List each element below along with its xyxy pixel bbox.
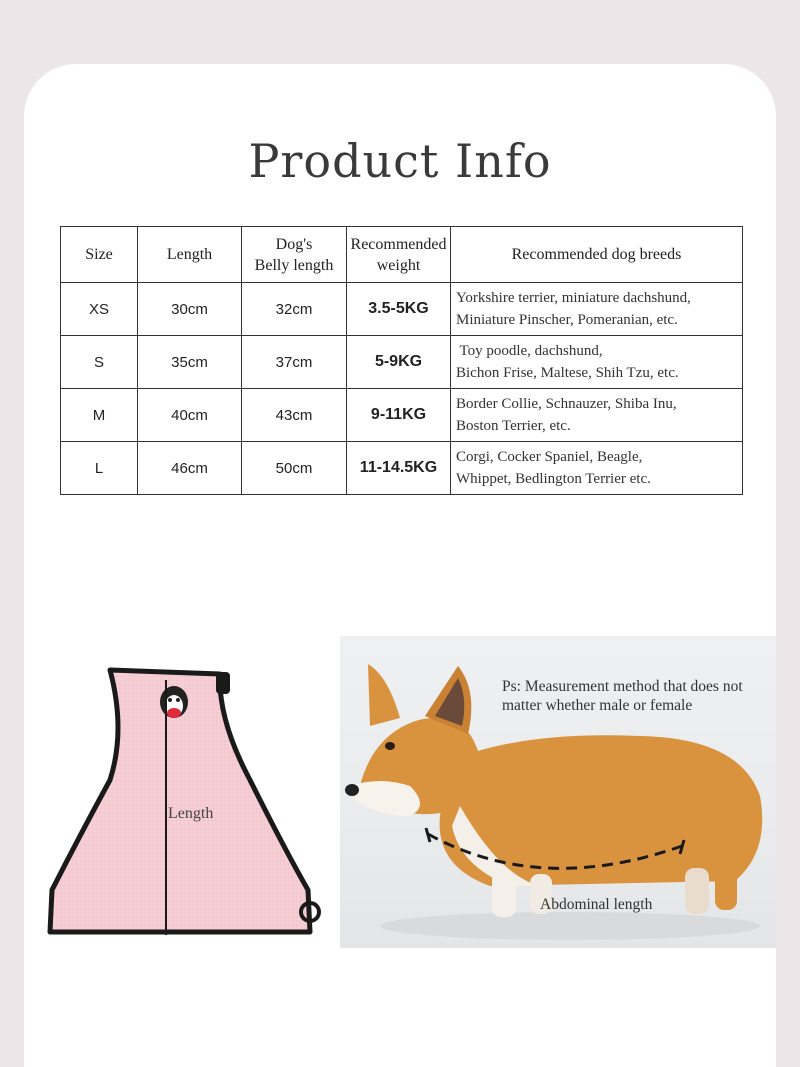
breeds-line: Yorkshire terrier, miniature dachshund, (456, 290, 691, 306)
cell-belly: 32cm (242, 283, 347, 336)
collar-strap (216, 672, 230, 694)
cell-breeds (451, 389, 743, 442)
cell-length: 40cm (138, 389, 242, 442)
cell-breeds (451, 336, 743, 389)
breeds-line: Bichon Frise, Maltese, Shih Tzu, etc. (456, 365, 679, 381)
header-weight (347, 227, 451, 283)
length-label: Length (168, 805, 214, 822)
header-belly-line2: Belly length (254, 256, 334, 274)
cell-size: XS (61, 283, 138, 336)
header-length: Length (138, 227, 242, 283)
table-header-row (61, 227, 743, 283)
cell-length: 46cm (138, 442, 242, 495)
header-weight-line1: Recommended (350, 235, 447, 253)
cell-weight: 3.5-5KG (347, 283, 451, 336)
cell-belly: 37cm (242, 336, 347, 389)
abdominal-length-label: Abdominal length (540, 896, 653, 913)
size-table (60, 226, 743, 495)
table-row (61, 442, 743, 495)
header-breeds: Recommended dog breeds (451, 227, 743, 283)
breeds-line: Corgi, Cocker Spaniel, Beagle, (456, 449, 643, 465)
table-row (61, 283, 743, 336)
header-belly-line1: Dog's (275, 235, 313, 253)
breeds-line: Border Collie, Schnauzer, Shiba Inu, (456, 396, 677, 412)
cell-size: S (61, 336, 138, 389)
cell-belly: 50cm (242, 442, 347, 495)
breeds-line: Boston Terrier, etc. (456, 418, 571, 434)
cell-breeds (451, 442, 743, 495)
page-title: Product Info (248, 134, 552, 188)
breeds-line: Toy poodle, dachshund, (456, 343, 603, 359)
cell-breeds (451, 283, 743, 336)
vest-diagram (40, 660, 330, 945)
cell-belly: 43cm (242, 389, 347, 442)
table-row (61, 336, 743, 389)
header-size: Size (61, 227, 138, 283)
breeds-line: Miniature Pinscher, Pomeranian, etc. (456, 312, 678, 328)
header-belly-length (242, 227, 347, 283)
table-row (61, 389, 743, 442)
cell-weight: 11-14.5KG (347, 442, 451, 495)
measurement-note: Ps: Measurement method that does not matter whether male or female (502, 678, 743, 714)
header-weight-line2: weight (376, 256, 421, 274)
cell-size: L (61, 442, 138, 495)
cell-weight: 9-11KG (347, 389, 451, 442)
cell-weight: 5-9KG (347, 336, 451, 389)
cell-size: M (61, 389, 138, 442)
cell-length: 30cm (138, 283, 242, 336)
breeds-line: Whippet, Bedlington Terrier etc. (456, 471, 651, 487)
penguin-icon (160, 686, 188, 718)
cell-length: 35cm (138, 336, 242, 389)
